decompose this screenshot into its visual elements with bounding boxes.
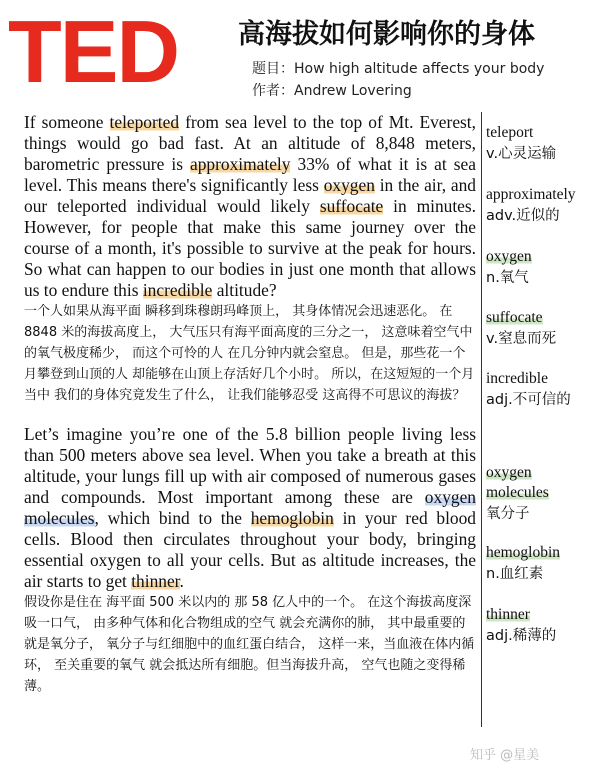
page-title: 高海拔如何影响你的身体 bbox=[238, 19, 535, 50]
vocab-word: teleport bbox=[486, 124, 534, 141]
vocab-definition: adj.稀薄的 bbox=[486, 628, 557, 644]
vocab-item bbox=[486, 368, 596, 410]
highlight-hemoglobin: hemoglobin bbox=[250, 508, 334, 528]
vocab-divider bbox=[481, 112, 482, 727]
vocab-word: incredible bbox=[486, 370, 548, 387]
vocab-word: oxygen molecules bbox=[486, 464, 549, 501]
article-body bbox=[24, 112, 476, 697]
vocab-definition: adv.近似的 bbox=[486, 208, 560, 224]
topic-line: 题目：How high altitude affects your body bbox=[252, 61, 545, 77]
vocab-definition: 氧分子 bbox=[486, 506, 530, 522]
vocab-word: hemoglobin bbox=[486, 544, 561, 561]
vocab-item bbox=[486, 542, 596, 584]
vocab-word: approximately bbox=[486, 186, 576, 203]
vocab-item bbox=[486, 307, 596, 349]
paragraph-1-english: If someone teleported from sea level to the top of Mt. Everest, things would go bad fast. At an altitude of 8,848 meters, barometric pressure is approximately 33% of what it is at sea level. This means there's significantly less oxygen in the air, and our teleported individual would likely suffocate in minutes. However, for people that make this same journey over the course of a month, it's possible to survive at the peak for hours. So what can happen to our bodies in just one month that allows us to endure this incredible altitude? bbox=[24, 112, 476, 300]
zhihu-watermark: 知乎 @星美 bbox=[470, 748, 540, 763]
vocab-word: suffocate bbox=[486, 309, 543, 326]
vocab-word: oxygen bbox=[486, 248, 532, 265]
vocab-item bbox=[486, 122, 596, 164]
highlight-approximately: approximately bbox=[190, 154, 291, 174]
vocab-item bbox=[486, 246, 596, 288]
paragraph-2-chinese: 假设你是住在 海平面 500 米以内的 那 58 亿人中的一个。 在这个海拔高度深吸一口气， 由多种气体和化合物组成的空气 就会充满你的肺， 其中最重要的就是氧分子， 氧分子与红细胞中的血红蛋白结合， 这样一来，当血液在体内循环， 至关重要的氧气 就会抵达所有细胞。但当海拔升高， 空气也随之变得稀薄。 bbox=[24, 595, 475, 694]
highlight-suffocate: suffocate bbox=[319, 196, 384, 216]
highlight-thinner: thinner bbox=[131, 571, 180, 591]
paragraph-2-english: Let’s imagine you’re one of the 5.8 billion people living less than 500 meters above sea level. When you take a breath at this altitude, your lungs fill up with air composed of numerous gases and compounds. Most important among these are oxygen molecules, which bind to the hemoglobin in your red blood cells. Blood then circulates throughout your body, bringing essential oxygen to all your cells. But as altitude increases, the air starts to get thinner. bbox=[24, 424, 476, 591]
highlight-oxygen: oxygen bbox=[323, 175, 375, 195]
highlight-teleported: teleported bbox=[109, 112, 180, 132]
highlight-incredible: incredible bbox=[142, 280, 213, 300]
vocab-definition: n.血红素 bbox=[486, 566, 544, 582]
ted-logo: TED bbox=[8, 2, 178, 101]
vocab-item bbox=[486, 604, 596, 646]
vocab-definition: v.窒息而死 bbox=[486, 331, 557, 347]
vocab-item bbox=[486, 184, 596, 226]
author-line: 作者：Andrew Lovering bbox=[252, 83, 412, 99]
vocab-item bbox=[486, 462, 566, 524]
paragraph-1-chinese: 一个人如果从海平面 瞬移到珠穆朗玛峰顶上， 其身体情况会迅速恶化。 在 8848 米的海拔高度上， 大气压只有海平面高度的三分之一， 这意味着空气中的氧气极度稀少， 而这个可怜的人 在几分钟内就会窒息。 但是，那些花一个月攀登到山顶的人 却能够在山顶上存活好几个小时。 所以，在这短短的一个月当中 我们的身体究竟发生了什么， 让我们能够忍受 这高得不可思议的海拔？ bbox=[24, 304, 475, 403]
highlight-oxygen-molecules: oxygen molecules bbox=[24, 487, 476, 528]
vocab-definition: n.氧气 bbox=[486, 270, 529, 286]
vocab-word: thinner bbox=[486, 606, 530, 623]
vocab-definition: adj.不可信的 bbox=[486, 392, 571, 408]
vocab-definition: v.心灵运输 bbox=[486, 146, 557, 162]
